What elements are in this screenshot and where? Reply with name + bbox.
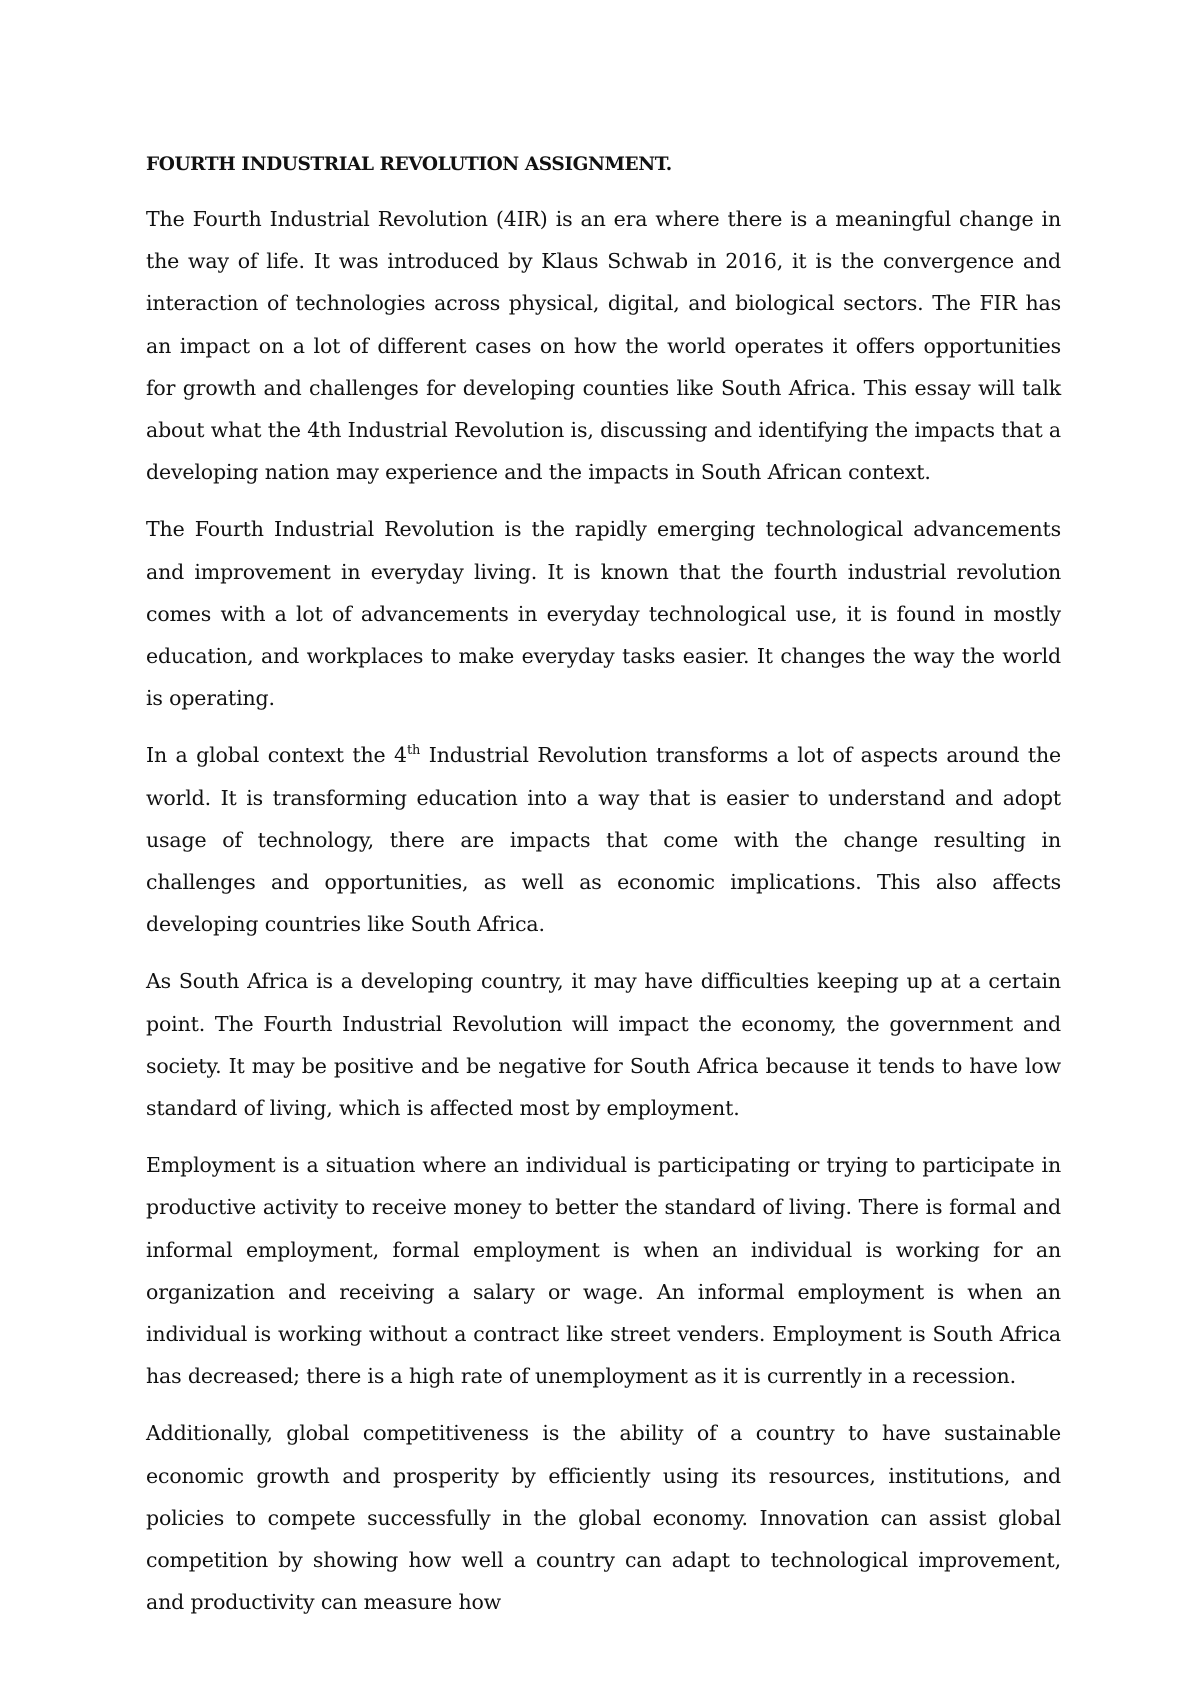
paragraph-employment: Employment is a situation where an individual is participating or trying to participate in productive activity to receive money to better the standard of living. There is formal and informal employment, formal employment is when an individual is working for an organization and receiving a salary or wage. An informal employment is when an individual is working without a contract like street venders. Employment is South Africa has decreased; there is a high rate of unemployment as it is currently in a recession. xyxy=(146,1153,1061,1389)
paragraph-south-africa: As South Africa is a developing country, it may have difficulties keeping up at a certain point. The Fourth Industrial Revolution will impact the economy, the government and society. It may be positive and be negative for South Africa because it tends to have low standard of living, which is affected most by employment. xyxy=(146,969,1061,1121)
ordinal-superscript: th xyxy=(406,742,421,758)
paragraph-competitiveness: Additionally, global competitiveness is the ability of a country to have sustainable economic growth and prosperity by efficiently using its resources, institutions, and policies to compete successfully in the global economy. Innovation can assist global competition by showing how well a country can adapt to technological improvement, and productivity can measure how xyxy=(146,1421,1061,1615)
paragraph-definition: The Fourth Industrial Revolution is the rapidly emerging technological advancements and improvement in everyday living. It is known that the fourth industrial revolution comes with a lot of advancements in everyday technological use, it is found in mostly education, and workplaces to make everyday tasks easier. It changes the way the world is operating. xyxy=(146,517,1061,711)
document-title: FOURTH INDUSTRIAL REVOLUTION ASSIGNMENT. xyxy=(146,154,672,175)
paragraph-intro: The Fourth Industrial Revolution (4IR) is an era where there is a meaningful change in the way of life. It was introduced by Klaus Schwab in 2016, it is the convergence and interaction of technologies across physical, digital, and biological sectors. The FIR has an impact on a lot of different cases on how the world operates it offers opportunities for growth and challenges for developing counties like South Africa. This essay will talk about what the 4th Industrial Revolution is, discussing and identifying the impacts that a developing nation may experience and the impacts in South African context. xyxy=(146,207,1061,485)
document-page xyxy=(146,140,1061,1639)
paragraph-global-context xyxy=(146,734,1061,945)
paragraph-global-context-start: In a global context the 4 xyxy=(146,743,407,768)
paragraph-global-context-rest: Industrial Revolution transforms a lot of aspects around the world. It is transforming education into a way that is easier to understand and adopt usage of technology, there are impacts that come with the change resulting in challenges and opportunities, as well as economic implications. This also affects developing countries like South Africa. xyxy=(146,743,1062,937)
